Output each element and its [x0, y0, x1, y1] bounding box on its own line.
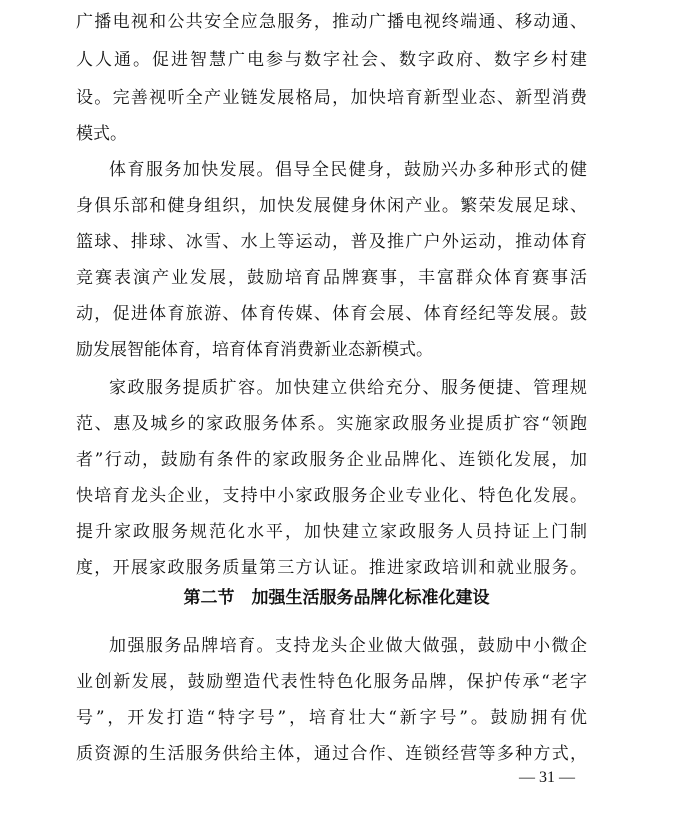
body-text-line: 范、惠及城乡的家政服务体系。实施家政服务业提质扩容“领跑: [76, 414, 587, 434]
body-text-line: 模式。: [76, 124, 127, 144]
body-text-line: 加强服务品牌培育。支持龙头企业做大做强，鼓励中小微企: [109, 636, 587, 656]
section-heading: 第二节 加强生活服务品牌化标准化建设: [183, 588, 490, 608]
body-text-line: 质资源的生活服务供给主体，通过合作、连锁经营等多种方式，: [76, 744, 587, 764]
body-text-line: 竞赛表演产业发展，鼓励培育品牌赛事，丰富群众体育赛事活: [76, 268, 587, 288]
body-text-line: 业创新发展，鼓励塑造代表性特色化服务品牌，保护传承“老字: [76, 672, 587, 692]
body-text-line: 号”，开发打造“特字号”，培育壮大“新字号”。鼓励拥有优: [76, 708, 587, 728]
body-text-line: 设。完善视听全产业链发展格局，加快培育新型业态、新型消费: [76, 88, 587, 108]
body-text-line: 篮球、排球、冰雪、水上等运动，普及推广户外运动，推动体育: [76, 232, 587, 252]
body-text-line: 励发展智能体育，培育体育消费新业态新模式。: [76, 340, 433, 360]
body-text-line: 提升家政服务规范化水平，加快建立家政服务人员持证上门制: [76, 522, 587, 542]
body-text-line: 动，促进体育旅游、体育传媒、体育会展、体育经纪等发展。鼓: [76, 304, 587, 324]
body-text-line: 身俱乐部和健身组织，加快发展健身休闲产业。繁荣发展足球、: [76, 196, 587, 216]
body-text-line: 快培育龙头企业，支持中小家政服务企业专业化、特色化发展。: [76, 486, 587, 506]
body-text-line: 人人通。促进智慧广电参与数字社会、数字政府、数字乡村建: [76, 50, 587, 70]
body-text-line: 家政服务提质扩容。加快建立供给充分、服务便捷、管理规: [109, 378, 587, 398]
body-text-line: 度，开展家政服务质量第三方认证。推进家政培训和就业服务。: [76, 558, 587, 578]
page-number: — 31 —: [519, 769, 575, 786]
body-text-line: 者”行动，鼓励有条件的家政服务企业品牌化、连锁化发展，加: [76, 450, 587, 470]
body-text-line: 体育服务加快发展。倡导全民健身，鼓励兴办多种形式的健: [109, 160, 587, 180]
body-text-line: 广播电视和公共安全应急服务，推动广播电视终端通、移动通、: [76, 12, 587, 32]
